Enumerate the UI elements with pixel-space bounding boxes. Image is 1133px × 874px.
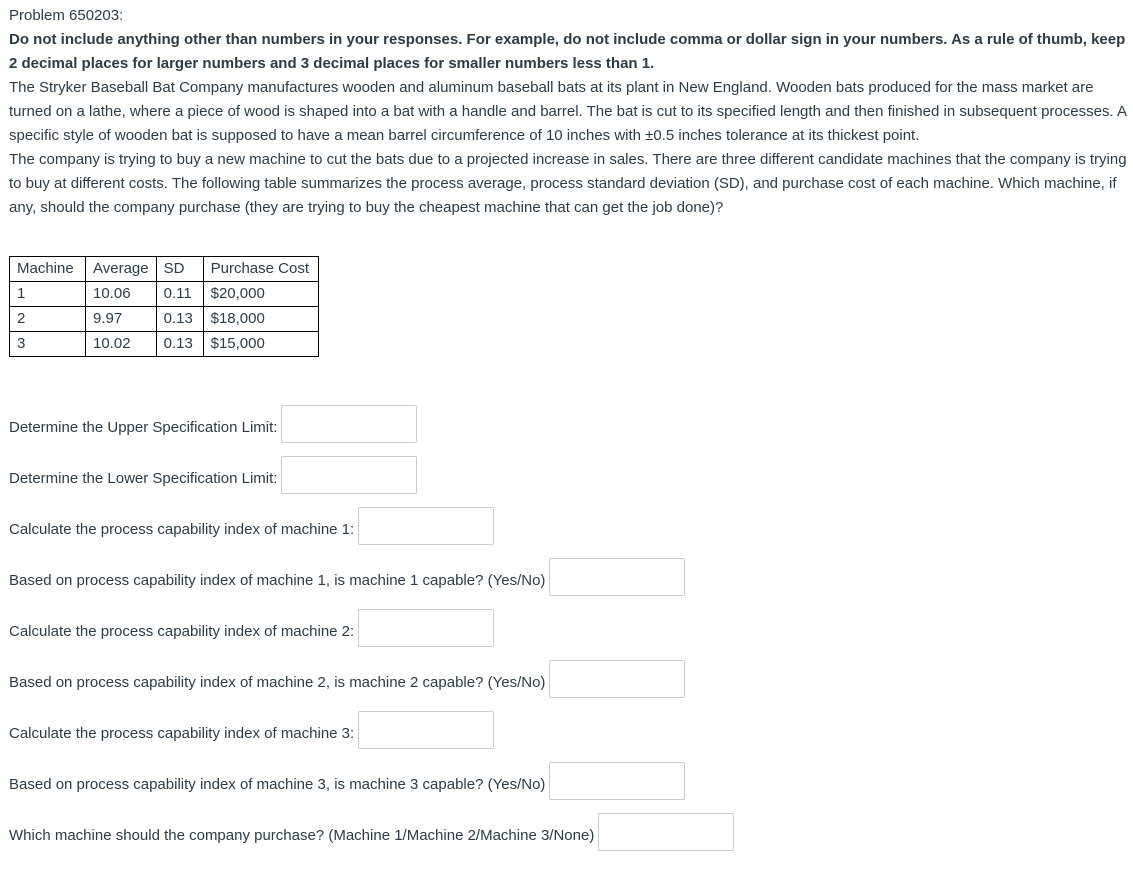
lsl-answer-input[interactable] (281, 456, 417, 494)
cell-sd: 0.13 (156, 307, 203, 332)
table-row (10, 332, 319, 357)
usl-answer-input[interactable] (281, 405, 417, 443)
cell-sd: 0.13 (156, 332, 203, 357)
question-label: Calculate the process capability index of machine 3: (9, 725, 355, 742)
question-label: Based on process capability index of machine 2, is machine 2 capable? (Yes/No) (9, 674, 546, 691)
question-label: Determine the Upper Specification Limit: (9, 419, 278, 436)
cell-average: 10.02 (86, 332, 157, 357)
capable-machine-1-input[interactable] (549, 558, 685, 596)
question-label: Determine the Lower Specification Limit: (9, 470, 278, 487)
problem-id: Problem 650203: (9, 7, 124, 24)
question-cpk-machine-1 (9, 506, 494, 546)
cell-purchase-cost: $18,000 (203, 307, 318, 332)
question-label: Based on process capability index of machine 1, is machine 1 capable? (Yes/No) (9, 572, 546, 589)
cell-sd: 0.11 (156, 282, 203, 307)
capable-machine-2-input[interactable] (549, 660, 685, 698)
cell-machine: 1 (10, 282, 86, 307)
header-sd: SD (156, 257, 203, 282)
which-machine-input[interactable] (598, 813, 734, 851)
question-label: Calculate the process capability index of machine 2: (9, 623, 355, 640)
cpk-machine-3-input[interactable] (358, 711, 494, 749)
problem-content (9, 4, 1127, 220)
table-row (10, 307, 319, 332)
cell-average: 10.06 (86, 282, 157, 307)
question-label: Which machine should the company purchase? (Machine 1/Machine 2/Machine 3/None) (9, 827, 595, 844)
header-average: Average (86, 257, 157, 282)
machine-table (9, 256, 319, 357)
question-usl (9, 404, 417, 444)
question-cpk-machine-2 (9, 608, 494, 648)
cell-average: 9.97 (86, 307, 157, 332)
table-header-row (10, 257, 319, 282)
question-capable-machine-3 (9, 761, 685, 801)
question-capable-machine-2 (9, 659, 685, 699)
question-cpk-machine-3 (9, 710, 494, 750)
cell-machine: 2 (10, 307, 86, 332)
cell-purchase-cost: $20,000 (203, 282, 318, 307)
question-which-machine (9, 812, 734, 852)
table-row (10, 282, 319, 307)
cpk-machine-1-input[interactable] (358, 507, 494, 545)
cell-purchase-cost: $15,000 (203, 332, 318, 357)
question-label: Based on process capability index of machine 3, is machine 3 capable? (Yes/No) (9, 776, 546, 793)
question-lsl (9, 455, 417, 495)
cpk-machine-2-input[interactable] (358, 609, 494, 647)
cell-machine: 3 (10, 332, 86, 357)
question-capable-machine-1 (9, 557, 685, 597)
question-label: Calculate the process capability index of machine 1: (9, 521, 355, 538)
header-machine: Machine (10, 257, 86, 282)
header-purchase-cost: Purchase Cost (203, 257, 318, 282)
capable-machine-3-input[interactable] (549, 762, 685, 800)
answer-instructions: Do not include anything other than numbers in your responses. For example, do not include comma or dollar sign in your numbers. As a rule of thumb, keep 2 decimal places for larger numbers and 3 decimal places for smaller numbers less than 1. (9, 31, 1126, 72)
problem-paragraph-2: The company is trying to buy a new machine to cut the bats due to a projected increase in sales. There are three different candidate machines that the company is trying to buy at different costs. The following table summarizes the process average, process standard deviation (SD), and purchase cost of each machine. Which machine, if any, should the company purchase (they are trying to buy the cheapest machine that can get the job done)? (9, 151, 1127, 216)
problem-paragraph-1: The Stryker Baseball Bat Company manufactures wooden and aluminum baseball bats at its plant in New England. Wooden bats produced for the mass market are turned on a lathe, where a piece of wood is shaped into a bat with a handle and barrel. The bat is cut to its specified length and then finished in subsequent processes. A specific style of wooden bat is supposed to have a mean barrel circumference of 10 inches with ±0.5 inches tolerance at its thickest point. (9, 79, 1127, 144)
